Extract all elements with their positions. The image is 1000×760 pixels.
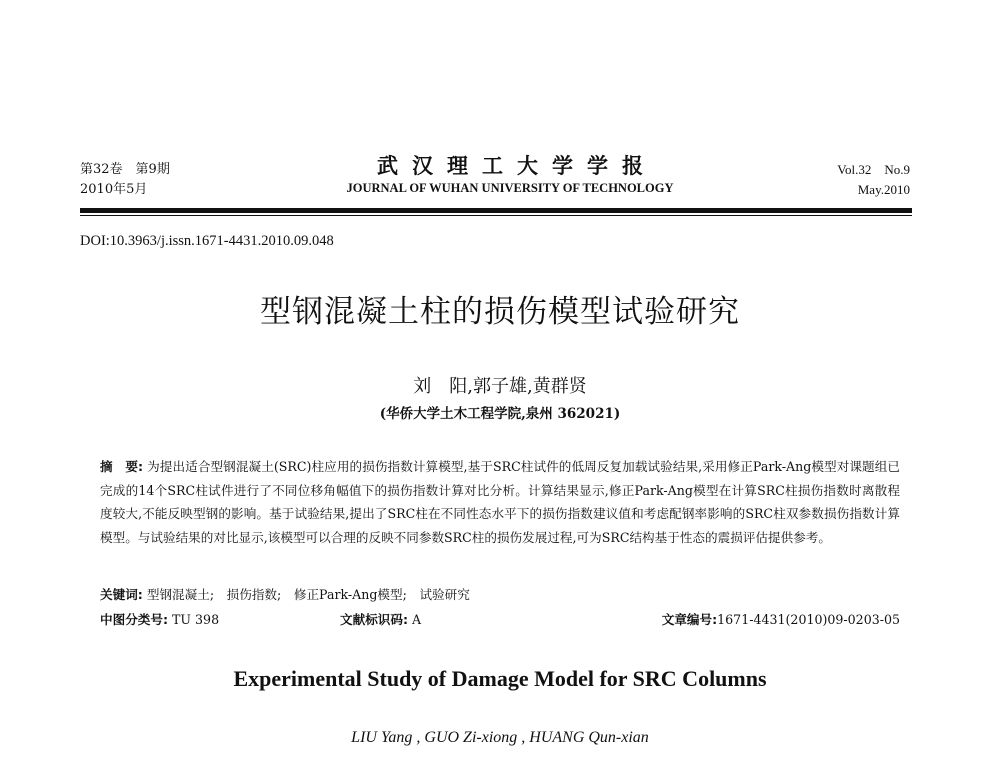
date-cn: 2010年5月 — [80, 182, 148, 197]
authors-cn: 刘 阳,郭子雄,黄群贤 — [413, 376, 587, 397]
keywords-text: 型钢混凝土; 损伤指数; 修正Park-Ang模型; 试验研究 — [146, 587, 470, 602]
abstract — [100, 455, 900, 549]
doc-code-value: A — [412, 612, 422, 627]
volume-issue-cn: 第32卷 第9期 — [80, 162, 170, 177]
article-number-value: 1671-4431(2010)09-0203-05 — [717, 612, 900, 627]
volume-issue-en: Vol.32 No.9 — [837, 162, 910, 177]
journal-name-en: JOURNAL OF WUHAN UNIVERSITY OF TECHNOLOGY — [346, 181, 674, 195]
journal-masthead — [250, 152, 770, 196]
abstract-label: 摘 要: — [100, 459, 144, 474]
paper-title-cn: 型钢混凝土柱的损伤模型试验研究 — [260, 294, 740, 330]
document-code — [340, 610, 421, 630]
doc-code-label: 文献标识码: — [340, 612, 409, 627]
article-number-label: 文章编号: — [661, 612, 718, 627]
clc-value: TU 398 — [172, 612, 220, 627]
date-en: May.2010 — [857, 182, 910, 197]
keywords-label: 关键词: — [100, 587, 143, 602]
header-left — [80, 160, 170, 200]
header-rule-thin — [80, 215, 912, 216]
abstract-text: 为提出适合型钢混凝土(SRC)柱应用的损伤指数计算模型,基于SRC柱试件的低周反复加载试验结果,采用修正Park-Ang模型对课题组已完成的14个SRC柱试件进行了不同位移角幅值下的损伤指数计算对比分析。计算结果显示,修正Park-Ang模型在计算SRC柱损伤指数时离散程度较大,不能反映型钢的影响。基于试验结果,提出了SRC柱在不同性态水平下的损伤指数建议值和考虑配钢率影响的SRC柱双参数损伤指数计算模型。与试验结果的对比显示,该模型可以合理的反映不同参数SRC柱的损伤发展过程,可为SRC结构基于性态的震损评估提供参考。 — [100, 459, 900, 545]
doi: DOI:10.3963/j.issn.1671-4431.2010.09.048 — [80, 233, 334, 249]
clc-label: 中图分类号: — [100, 612, 169, 627]
authors-en: LIU Yang , GUO Zi-xiong , HUANG Qun-xian — [351, 729, 649, 746]
article-number — [662, 610, 900, 630]
paper-title-en: Experimental Study of Damage Model for SRC Columns — [233, 666, 767, 691]
keywords — [100, 585, 900, 605]
header-rule-thick — [80, 208, 912, 213]
header-right — [837, 160, 910, 200]
clc-number — [100, 610, 219, 630]
journal-name-cn: 武汉理工大学学报 — [377, 153, 657, 178]
affiliation-cn: (华侨大学土木工程学院,泉州 362021) — [379, 406, 621, 422]
